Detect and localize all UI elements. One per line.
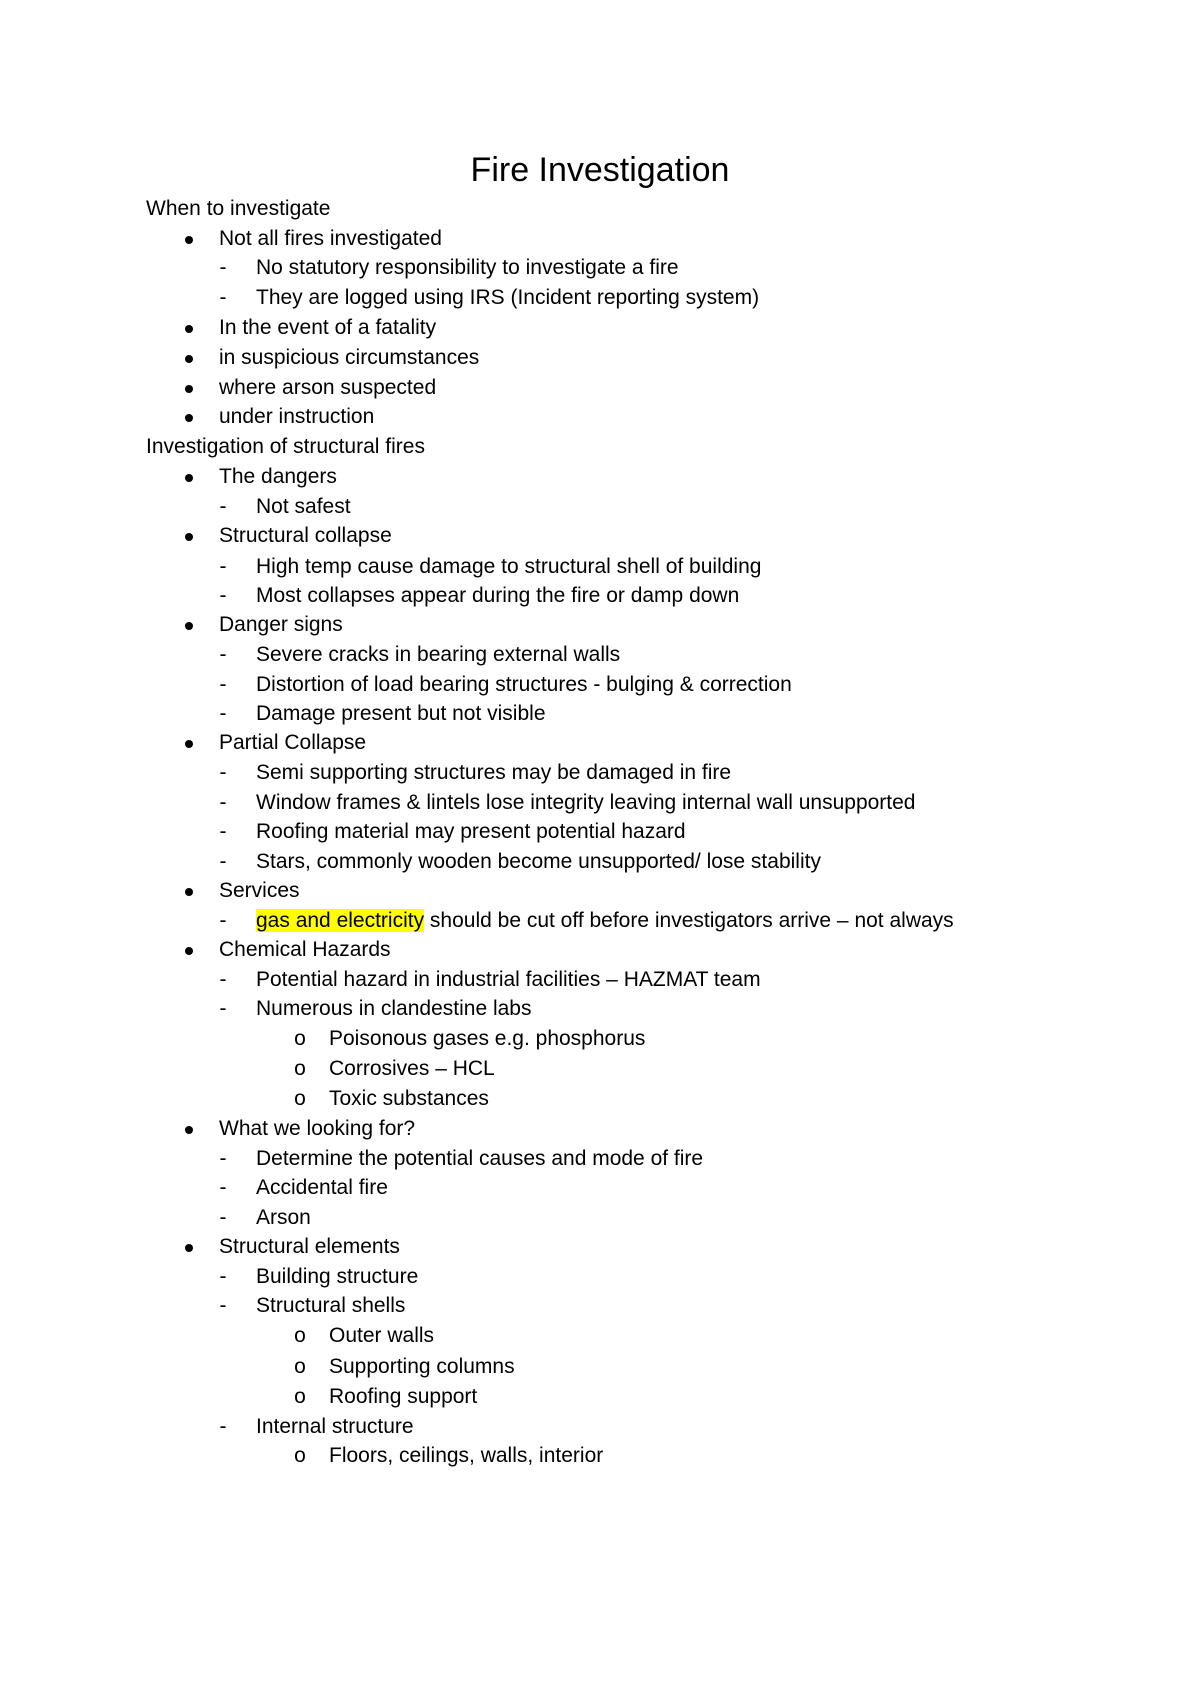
dash-marker: - [219,791,227,814]
sub-list-item: Window frames & lintels lose integrity leaving internal wall unsupported [256,791,916,814]
section-heading-when: When to investigate [146,197,331,220]
circle-marker: o [294,1355,306,1378]
sub-list-item: Potential hazard in industrial facilities – HAZMAT team [256,968,761,991]
bullet-icon [185,385,193,393]
sub-list-item: Accidental fire [256,1176,388,1199]
dash-marker: - [219,1206,227,1229]
sub-list-item [256,907,954,935]
page-title: Fire Investigation [470,151,730,189]
list-item: In the event of a fatality [219,316,437,339]
sub-sub-list-item: Poisonous gases e.g. phosphorus [329,1027,646,1050]
bullet-icon [185,947,193,955]
dash-marker: - [219,643,227,666]
dash-marker: - [219,1176,227,1199]
list-item: in suspicious circumstances [219,346,480,369]
dash-marker: - [219,761,227,784]
dash-marker: - [219,1265,227,1288]
list-item: Services [219,879,300,902]
bullet-icon [185,622,193,630]
bullet-icon [185,325,193,333]
dash-marker: - [219,555,227,578]
sub-list-item: Most collapses appear during the fire or damp down [256,584,740,607]
dash-marker: - [219,286,227,309]
list-item: Chemical Hazards [219,938,391,961]
sub-list-item: They are logged using IRS (Incident reporting system) [256,286,760,309]
dash-marker: - [219,256,227,279]
sub-list-item: High temp cause damage to structural shell of building [256,555,762,578]
sub-sub-list-item: Supporting columns [329,1355,515,1378]
sub-list-item: Semi supporting structures may be damaged in fire [256,761,732,784]
bullet-icon [185,474,193,482]
list-item: Structural elements [219,1235,400,1258]
sub-list-item: Building structure [256,1265,419,1288]
dash-marker: - [219,909,227,932]
bullet-icon [185,355,193,363]
sub-list-item: Severe cracks in bearing external walls [256,643,621,666]
list-item: The dangers [219,465,337,488]
circle-marker: o [294,1027,306,1050]
circle-marker: o [294,1324,306,1347]
list-item: Not all fires investigated [219,227,442,250]
sub-sub-list-item: Outer walls [329,1324,435,1347]
sub-list-item: No statutory responsibility to investigate a fire [256,256,679,279]
list-item: Structural collapse [219,524,392,547]
sub-list-item: Roofing material may present potential hazard [256,820,686,843]
dash-marker: - [219,673,227,696]
sub-sub-list-item: Toxic substances [329,1087,489,1110]
section-heading-structural: Investigation of structural fires [146,435,425,458]
sub-list-item: Damage present but not visible [256,702,546,725]
bullet-icon [185,1126,193,1134]
circle-marker: o [294,1385,306,1408]
sub-sub-list-item: Roofing support [329,1385,478,1408]
dash-marker: - [219,495,227,518]
dash-marker: - [219,1415,227,1438]
bullet-icon [185,533,193,541]
list-item: under instruction [219,405,375,428]
dash-marker: - [219,1147,227,1170]
sub-list-item: Determine the potential causes and mode of fire [256,1147,704,1170]
dash-marker: - [219,997,227,1020]
sub-sub-list-item: Corrosives – HCL [329,1057,495,1080]
sub-list-item: Stars, commonly wooden become unsupported/ lose stability [256,850,821,873]
highlighted-text: gas and electricity [256,909,425,932]
sub-list-item: Not safest [256,495,351,518]
sub-list-item-text: should be cut off before investigators arrive – not always [424,909,954,932]
bullet-icon [185,1244,193,1252]
dash-marker: - [219,850,227,873]
list-item: Danger signs [219,613,343,636]
sub-list-item: Numerous in clandestine labs [256,997,532,1020]
bullet-icon [185,414,193,422]
dash-marker: - [219,1294,227,1317]
circle-marker: o [294,1444,306,1467]
sub-list-item: Internal structure [256,1415,414,1438]
bullet-icon [185,236,193,244]
sub-list-item: Structural shells [256,1294,406,1317]
dash-marker: - [219,820,227,843]
dash-marker: - [219,584,227,607]
bullet-icon [185,888,193,896]
bullet-icon [185,740,193,748]
dash-marker: - [219,702,227,725]
list-item: What we looking for? [219,1117,416,1140]
list-item: Partial Collapse [219,731,367,754]
list-item: where arson suspected [219,376,437,399]
sub-list-item: Arson [256,1206,311,1229]
sub-sub-list-item: Floors, ceilings, walls, interior [329,1444,604,1467]
circle-marker: o [294,1057,306,1080]
dash-marker: - [219,968,227,991]
sub-list-item: Distortion of load bearing structures - bulging & correction [256,673,792,696]
circle-marker: o [294,1087,306,1110]
